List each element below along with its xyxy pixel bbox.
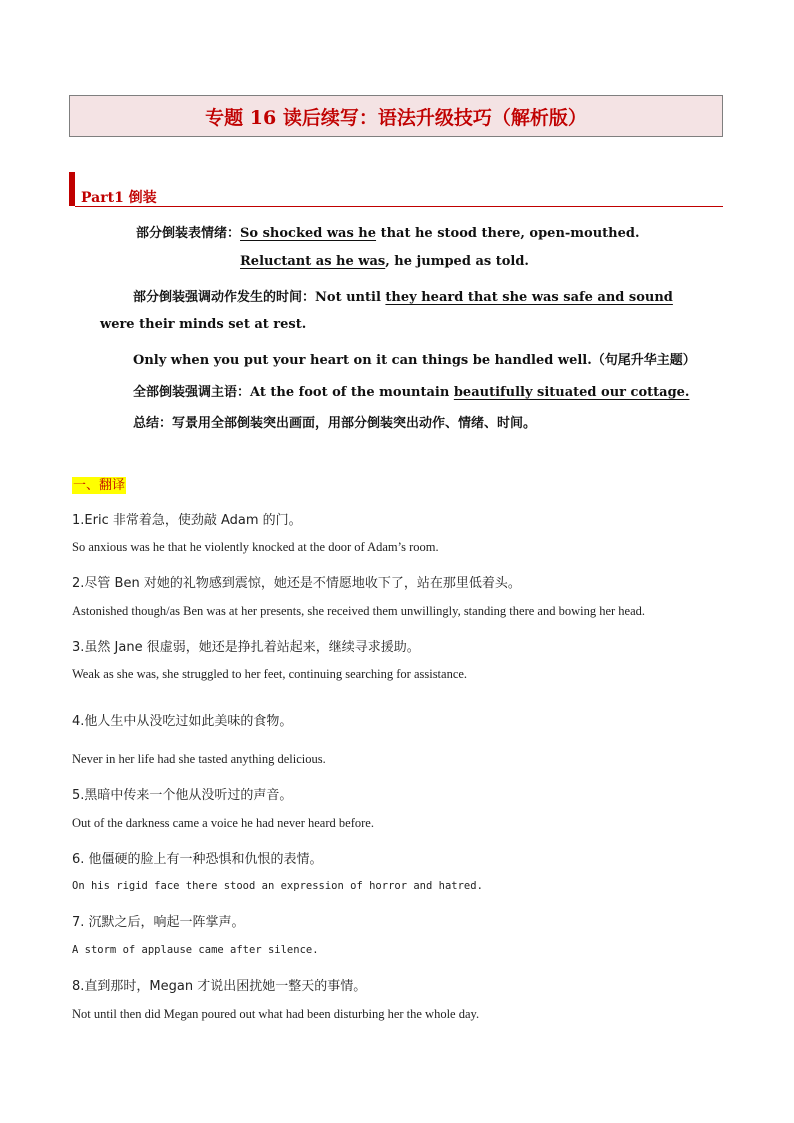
underlined-phrase: Reluctant as he was	[240, 254, 386, 269]
example-line-6	[133, 381, 689, 400]
answer-1: So anxious was he that he violently knocked at the door of Adam’s room.	[72, 540, 439, 554]
part1-title: Part1 倒装	[81, 190, 157, 206]
answer-7: A storm of applause came after silence.	[72, 944, 319, 956]
example-line-2	[240, 254, 529, 269]
answer-3: Weak as she was, she struggled to her feet, continuing searching for assistance.	[72, 667, 468, 681]
underlined-phrase: they heard that she was safe and sound	[385, 290, 673, 305]
example-line-1	[136, 222, 640, 241]
question-2: 2.尽管 Ben 对她的礼物感到震惊，她还是不情愿地收下了，站在那里低着头。	[72, 576, 521, 591]
answer-5: Out of the darkness came a voice he had never heard before.	[72, 816, 374, 830]
answer-8: Not until then did Megan poured out what had been disturbing her the whole day.	[72, 1007, 480, 1021]
example-label: 全部倒装强调主语：	[133, 385, 251, 400]
example-line-3	[133, 286, 673, 305]
example-text: that he stood there, open-mouthed.	[376, 226, 640, 241]
question-5: 5.黑暗中传来一个他从没听过的声音。	[72, 788, 293, 803]
question-4: 4.他人生中从没吃过如此美味的食物。	[72, 714, 293, 729]
answer-4: Never in her life had she tasted anything delicious.	[72, 752, 326, 766]
underlined-phrase: So shocked was he	[240, 226, 377, 241]
example-text: , he jumped as told.	[385, 254, 529, 269]
question-7: 7. 沉默之后，响起一阵掌声。	[72, 915, 245, 930]
example-label: 部分倒装强调动作发生的时间：	[133, 290, 316, 305]
question-3: 3.虽然 Jane 很虚弱，她还是挣扎着站起来，继续寻求援助。	[72, 640, 420, 655]
example-line-4: were their minds set at rest.	[100, 317, 307, 332]
example-text: Not until	[315, 290, 386, 305]
section-heading-translation: 一、翻译	[73, 478, 126, 493]
question-8: 8.直到那时，Megan 才说出困扰她一整天的事情。	[72, 979, 367, 994]
part1-accent-bar	[69, 172, 75, 206]
part1-divider	[75, 206, 723, 207]
example-line-5: Only when you put your heart on it can things be handled well.（句尾升华主题）	[133, 353, 696, 368]
example-label: 部分倒装表情绪：	[136, 226, 241, 241]
underlined-phrase: beautifully situated our cottage.	[453, 385, 690, 400]
answer-2: Astonished though/as Ben was at her presents, she received them unwillingly, standing there and bowing her head.	[72, 604, 646, 618]
example-text: At the foot of the mountain	[250, 385, 454, 400]
summary-line: 总结：写景用全部倒装突出画面，用部分倒装突出动作、情绪、时间。	[133, 416, 537, 431]
question-1: 1.Eric 非常着急，使劲敲 Adam 的门。	[72, 513, 302, 528]
part1-header	[69, 172, 723, 206]
answer-6: On his rigid face there stood an expression of horror and hatred.	[72, 880, 483, 892]
document-title: 专题 16 读后续写：语法升级技巧（解析版）	[69, 95, 723, 137]
question-6: 6. 他僵硬的脸上有一种恐惧和仇恨的表情。	[72, 852, 323, 867]
